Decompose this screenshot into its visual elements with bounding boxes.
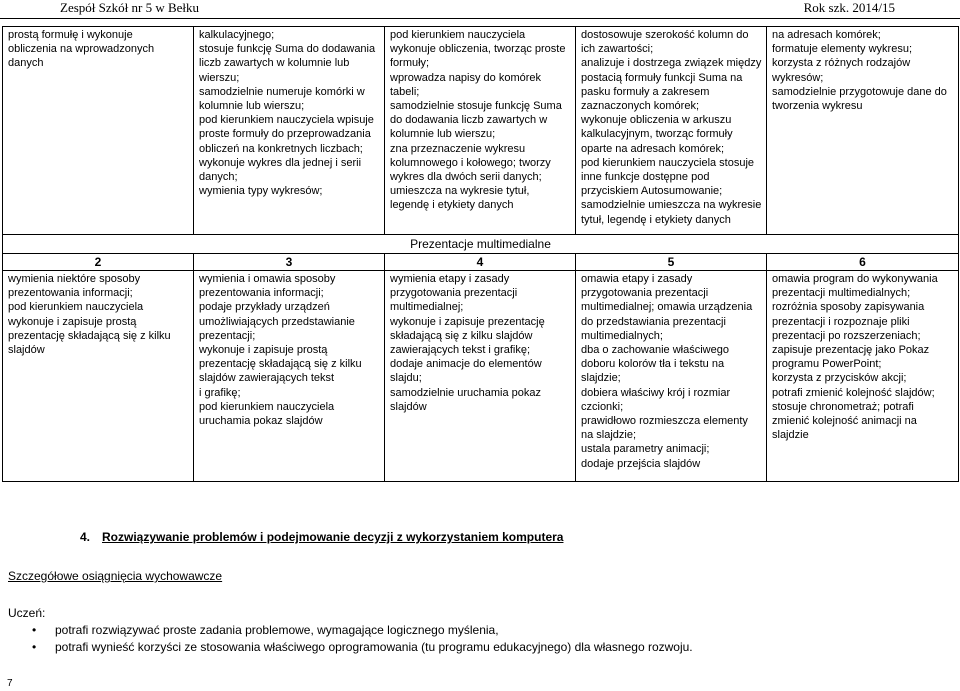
cell-text-line: wierszu; bbox=[199, 71, 240, 84]
cell-text-line: wykonuje obliczenia w arkuszu bbox=[581, 114, 732, 127]
cell-text-line: slajdzie; bbox=[581, 372, 621, 385]
cell-text-line: omawia etapy i zasady bbox=[581, 273, 693, 285]
grade-label: 2 bbox=[3, 254, 194, 271]
cell-text-line: kolumnowego i kołowego; tworzy bbox=[390, 156, 551, 169]
grade-2-cell-top bbox=[3, 27, 194, 235]
cell-text-line: pod kierunkiem nauczyciela wpisuje bbox=[199, 114, 374, 127]
cell-text-line: prezentacji po rozszerzeniach; bbox=[772, 329, 921, 342]
cell-text-line: wykres dla dwóch serii danych; bbox=[390, 171, 542, 184]
cell-text-line: multimedialnych; bbox=[581, 329, 663, 342]
cell-text-line: zawierających tekst i grafikę; bbox=[390, 344, 530, 357]
grade-6-cell-top bbox=[767, 27, 959, 235]
cell-text-line: slajdów zawierających tekst bbox=[199, 372, 335, 385]
cell-text-line: wykonuje i zapisuje prostą bbox=[8, 315, 137, 328]
grade-4-cell-top bbox=[385, 27, 576, 235]
cell-text-line: obliczenia na wprowadzonych bbox=[8, 43, 155, 56]
cell-text-line: korzysta z przycisków akcji; bbox=[772, 372, 907, 385]
school-name: Zespół Szkół nr 5 w Bełku bbox=[60, 0, 200, 15]
cell-text-line: legendę i etykiety danych bbox=[390, 199, 514, 212]
cell-text-line: slajdów bbox=[8, 344, 45, 357]
grade-3-cell bbox=[194, 271, 385, 482]
cell-text-line: wymienia etapy i zasady bbox=[390, 273, 510, 285]
cell-text-line: doboru kolorów tła i tekstu na bbox=[581, 358, 725, 371]
cell-text-line: formatuje elementy wykresu; bbox=[772, 43, 912, 56]
cell-text-line: wykonuje wykres dla jednej i serii bbox=[199, 156, 362, 169]
cell-text-line: ustala parametry animacji; bbox=[581, 443, 710, 456]
page-number: 7 bbox=[7, 678, 13, 689]
cell-text-line: zna przeznaczenie wykresu bbox=[390, 142, 526, 155]
cell-text-line: pod kierunkiem nauczyciela bbox=[390, 29, 526, 41]
cell-text-line: formuły; bbox=[390, 57, 430, 70]
cell-text-line: do przedstawiania prezentacji bbox=[581, 315, 726, 328]
cell-text-line: ich zawartości; bbox=[581, 43, 654, 56]
cell-text-line: postacią formuły funkcji Suma na bbox=[581, 71, 743, 84]
cell-text-line: kalkulacyjnego; bbox=[199, 29, 275, 41]
grade-2-cell bbox=[3, 271, 194, 482]
cell-text-line: dodaje przejścia slajdów bbox=[581, 457, 701, 470]
cell-text-line: tytuł, legendę i etykiety danych bbox=[581, 213, 731, 226]
table-row-top bbox=[3, 27, 959, 235]
cell-text-line: pasku formuły a zakresem bbox=[581, 85, 710, 98]
cell-text-line: przygotowania prezentacji bbox=[581, 287, 709, 300]
cell-text-line: wprowadza napisy do komórek bbox=[390, 71, 542, 84]
cell-text-line: wykonuje obliczenia, tworząc proste bbox=[390, 43, 566, 56]
grade-6-cell bbox=[767, 271, 959, 482]
cell-text-line: prezentacji multimedialnych; bbox=[772, 287, 911, 300]
cell-text-line: pod kierunkiem nauczyciela stosuje bbox=[581, 156, 755, 169]
cell-text-line: wymienia typy wykresów; bbox=[199, 185, 323, 198]
cell-text-line: wykonuje i zapisuje prostą bbox=[199, 344, 328, 357]
cell-text-line: slajdów bbox=[390, 400, 427, 413]
cell-text-line: kolumnie lub wierszu; bbox=[390, 128, 496, 141]
list-item: • potrafi rozwiązywać proste zadania problemowe, wymagające logicznego myślenia, bbox=[30, 622, 693, 639]
cell-text-line: rozróżnia sposoby zapisywania bbox=[772, 301, 925, 314]
subheading: Szczegółowe osiągnięcia wychowawcze bbox=[8, 569, 223, 583]
cell-text-line: multimedialnej; omawia urządzenia bbox=[581, 301, 753, 314]
section-4-heading bbox=[80, 530, 575, 544]
cell-text-line: prawidłowo rozmieszcza elementy bbox=[581, 415, 748, 428]
grade-3-cell-top bbox=[194, 27, 385, 235]
cell-text-line: analizuje i dostrzega związek między bbox=[581, 57, 762, 70]
grades-row bbox=[3, 254, 959, 271]
page-header bbox=[0, 0, 960, 19]
cell-text-line: dba o zachowanie właściwego bbox=[581, 344, 729, 357]
cell-text-line: pod kierunkiem nauczyciela bbox=[8, 301, 144, 314]
cell-text-line: umożliwiających przedstawianie bbox=[199, 315, 355, 328]
cell-text-line: zmienić kolejność animacji na bbox=[772, 415, 917, 428]
grade-label: 6 bbox=[767, 254, 959, 271]
cell-text-line: uruchamia pokaz slajdów bbox=[199, 415, 323, 428]
cell-text-line: dodaje animacje do elementów bbox=[390, 358, 542, 371]
cell-text-line: korzysta z różnych rodzajów bbox=[772, 57, 911, 70]
cell-text-line: zaznaczonych komórek; bbox=[581, 100, 699, 113]
table-row-bottom bbox=[3, 271, 959, 482]
cell-text-line: tworzenia wykresu bbox=[772, 100, 863, 113]
cell-text-line: prezentację składającą się z kilku bbox=[199, 358, 362, 371]
cell-text-line: prezentowania informacji; bbox=[8, 287, 133, 300]
cell-text-line: obliczeń na konkretnych liczbach; bbox=[199, 142, 363, 155]
cell-text-line: prezentowania informacji; bbox=[199, 287, 324, 300]
cell-text-line: danych bbox=[8, 57, 44, 70]
grade-5-cell-top bbox=[576, 27, 767, 235]
cell-text-line: zapisuje prezentację jako Pokaz bbox=[772, 344, 930, 357]
cell-text-line: danych; bbox=[199, 171, 238, 184]
grade-label: 4 bbox=[385, 254, 576, 271]
cell-text-line: pod kierunkiem nauczyciela bbox=[199, 400, 335, 413]
cell-text-line: tabeli; bbox=[390, 85, 420, 98]
cell-text-line: prostą formułę i wykonuje bbox=[8, 29, 133, 41]
cell-text-line: samodzielnie umieszcza na wykresie bbox=[581, 199, 762, 212]
cell-text-line: na slajdzie; bbox=[581, 429, 637, 442]
cell-text-line: składającą się z kilku slajdów bbox=[390, 329, 533, 342]
grade-label: 5 bbox=[576, 254, 767, 271]
cell-text-line: wykresów; bbox=[772, 71, 824, 84]
section-number: 4. bbox=[80, 530, 91, 544]
cell-text-line: multimedialnej; bbox=[390, 301, 464, 314]
cell-text-line: kalkulacyjnym, tworząc formuły bbox=[581, 128, 733, 141]
cell-text-line: i grafikę; bbox=[199, 386, 241, 399]
cell-text-line: dostosowuje szerokość kolumn do bbox=[581, 29, 749, 41]
cell-text-line: wymienia i omawia sposoby bbox=[199, 273, 336, 285]
cell-text-line: potrafi zmienić kolejność slajdów; bbox=[772, 386, 935, 399]
section-title: Prezentacje multimedialne bbox=[3, 235, 959, 254]
cell-text-line: inne funkcje dostępne pod bbox=[581, 171, 710, 184]
cell-text-line: dobiera właściwy krój i rozmiar bbox=[581, 386, 731, 399]
cell-text-line: prezentacji; bbox=[199, 329, 256, 342]
cell-text-line: prezentacji i rozpoznaje pliki bbox=[772, 315, 910, 328]
cell-text-line: slajdzie bbox=[772, 429, 809, 442]
cell-text-line: proste formuły do przeprowadzania bbox=[199, 128, 371, 141]
cell-text-line: przygotowania prezentacji bbox=[390, 287, 518, 300]
cell-text-line: oparte na adresach komórek; bbox=[581, 142, 725, 155]
cell-text-line: stosuje chronometraż; potrafi bbox=[772, 400, 914, 413]
cell-text-line: omawia program do wykonywania bbox=[772, 273, 938, 285]
cell-text-line: przyciskiem Autosumowanie; bbox=[581, 185, 723, 198]
cell-text-line: samodzielnie numeruje komórki w bbox=[199, 85, 365, 98]
grade-5-cell bbox=[576, 271, 767, 482]
cell-text-line: liczb zawartych w kolumnie lub bbox=[199, 57, 350, 70]
cell-text-line: stosuje funkcję Suma do dodawania bbox=[199, 43, 376, 56]
bullet-list bbox=[30, 622, 693, 656]
cell-text-line: wykonuje i zapisuje prezentację bbox=[390, 315, 545, 328]
cell-text-line: samodzielnie uruchamia pokaz bbox=[390, 386, 542, 399]
cell-text-line: czcionki; bbox=[581, 400, 624, 413]
list-item: • potrafi wynieść korzyści ze stosowania właściwego oprogramowania (tu programu edukacyjnego) dla własnego rozwoju. bbox=[30, 639, 693, 656]
section-4-title: Rozwiązywanie problemów i podejmowanie decyzji z wykorzystaniem komputera bbox=[102, 530, 564, 544]
cell-text-line: na adresach komórek; bbox=[772, 29, 881, 41]
cell-text-line: samodzielnie przygotowuje dane do bbox=[772, 85, 947, 98]
student-label: Uczeń: bbox=[8, 606, 46, 620]
cell-text-line: programu PowerPoint; bbox=[772, 358, 882, 371]
section-row bbox=[3, 235, 959, 254]
cell-text-line: slajdu; bbox=[390, 372, 422, 385]
school-year: Rok szk. 2014/15 bbox=[803, 0, 895, 15]
grade-label: 3 bbox=[194, 254, 385, 271]
cell-text-line: do dodawania liczb zawartych w bbox=[390, 114, 548, 127]
grade-4-cell bbox=[385, 271, 576, 482]
requirements-table bbox=[2, 26, 959, 482]
cell-text-line: prezentację składającą się z kilku bbox=[8, 329, 171, 342]
cell-text-line: umieszcza na wykresie tytuł, bbox=[390, 185, 530, 198]
cell-text-line: wymienia niektóre sposoby bbox=[8, 273, 141, 285]
cell-text-line: podaje przykłady urządzeń bbox=[199, 301, 330, 314]
cell-text-line: kolumnie lub wierszu; bbox=[199, 100, 305, 113]
cell-text-line: samodzielnie stosuje funkcję Suma bbox=[390, 100, 562, 113]
